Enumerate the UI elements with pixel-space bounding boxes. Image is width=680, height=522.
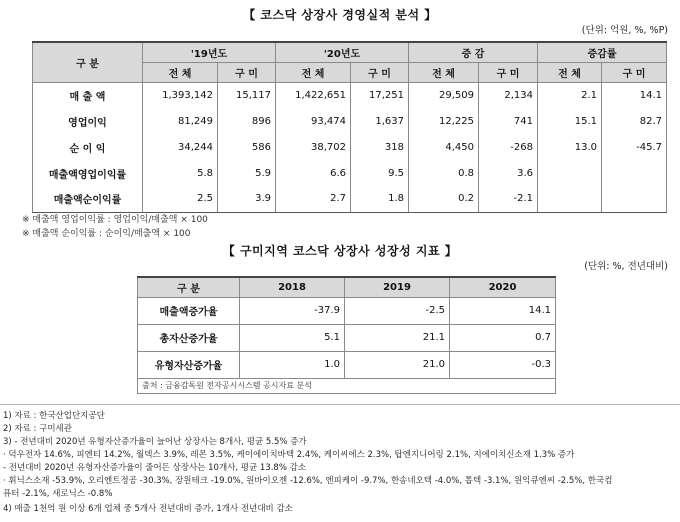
- footnote-3-decrease-list: · 휘닉스소재 -53.9%, 오리엔트정공 -30.3%, 장원테크 -19.0%, 원바이오젠 -12.6%, 엔피케이 -9.7%, 한송네오텍 -4.0%, 톱텍 -3.1%, 원익큐엔씨 -2.5%, 한국컴: [3, 476, 613, 486]
- subheader: 전 체: [276, 62, 351, 82]
- table-cell: 3.6: [479, 160, 538, 186]
- row-label: 유형자산증가율: [138, 351, 240, 378]
- table-cell: 0.8: [409, 160, 479, 186]
- table-cell: 896: [218, 108, 276, 134]
- table-cell: 2.5: [143, 186, 218, 212]
- table-cell: 34,244: [143, 134, 218, 160]
- footnote-3-decrease: - 전년대비 2020년 유형자산증가율이 줄어든 상장사는 10개사, 평균 13.8% 감소: [3, 463, 307, 473]
- table-cell: 21.1: [345, 324, 450, 351]
- footnote-3-increase-list: · 덕우전자 14.6%, 피엔티 14.2%, 월덱스 3.9%, 레몬 3.5%, 케이에이치바텍 2.4%, 케이씨에스 2.3%, 탑엔지니어링 2.1%, 지에이치신소재 1.3% 증가: [3, 450, 575, 460]
- table-cell: [602, 186, 667, 212]
- footnote-3: 3) - 전년대비 2020년 유형자산증가율이 늘어난 상장사는 8개사, 평균 5.5% 증가: [3, 437, 307, 447]
- table-cell: 2.1: [538, 82, 602, 108]
- table-cell: -0.3: [450, 351, 556, 378]
- row-label: 매 출 액: [33, 82, 143, 108]
- table-source: 출처 : 금융감독원 전자공시시스템 공시자료 분석: [138, 378, 556, 393]
- table-cell: 2.7: [276, 186, 351, 212]
- table-cell: 93,474: [276, 108, 351, 134]
- subheader: 전 체: [409, 62, 479, 82]
- table-cell: 1,422,651: [276, 82, 351, 108]
- row-label: 매출액영업이익률: [33, 160, 143, 186]
- table-cell: 0.2: [409, 186, 479, 212]
- table-cell: 14.1: [450, 297, 556, 324]
- table-cell: 586: [218, 134, 276, 160]
- table-cell: 81,249: [143, 108, 218, 134]
- table-cell: 21.0: [345, 351, 450, 378]
- table-cell: 15.1: [538, 108, 602, 134]
- header-category: 구 분: [33, 42, 143, 82]
- row-label: 매출액순이익률: [33, 186, 143, 212]
- footnote-3-decrease-list-cont: 퓨터 -2.1%, 새로닉스 -0.8%: [3, 489, 113, 499]
- row-label: 매출액증가율: [138, 297, 240, 324]
- table-cell: 9.5: [351, 160, 409, 186]
- table-cell: 0.7: [450, 324, 556, 351]
- header-change: 증 감: [409, 42, 538, 62]
- row-label: 영업이익: [33, 108, 143, 134]
- table-cell: -45.7: [602, 134, 667, 160]
- header-2019: '19년도: [143, 42, 276, 62]
- table-cell: 5.8: [143, 160, 218, 186]
- subheader: 전 체: [538, 62, 602, 82]
- table-cell: 318: [351, 134, 409, 160]
- table-cell: 1,637: [351, 108, 409, 134]
- header-2020: 2020: [450, 277, 556, 297]
- table-cell: -268: [479, 134, 538, 160]
- row-label: 총자산증가율: [138, 324, 240, 351]
- subheader: 구 미: [351, 62, 409, 82]
- table-cell: -2.5: [345, 297, 450, 324]
- subheader: 구 미: [218, 62, 276, 82]
- row-label: 순 이 익: [33, 134, 143, 160]
- table-cell: 12,225: [409, 108, 479, 134]
- summary-unit: (단위: 억원, %, %P): [581, 25, 668, 36]
- table-cell: -37.9: [240, 297, 345, 324]
- growth-unit: (단위: %, 전년대비): [584, 261, 668, 272]
- table-cell: 4,450: [409, 134, 479, 160]
- table-cell: 3.9: [218, 186, 276, 212]
- footnote-2: 2) 자료 : 구미세관: [3, 424, 72, 434]
- table-row: [138, 351, 556, 378]
- table-row: [33, 160, 667, 186]
- table-cell: 5.9: [218, 160, 276, 186]
- table-cell: [602, 160, 667, 186]
- table-cell: 29,509: [409, 82, 479, 108]
- note-net-margin: ※ 매출액 순이익률 : 순이익/매출액 × 100: [22, 229, 191, 239]
- table-cell: 1.0: [240, 351, 345, 378]
- subheader: 전 체: [143, 62, 218, 82]
- gumi-growth-table: [137, 276, 556, 394]
- table-row: [138, 324, 556, 351]
- table-cell: 6.6: [276, 160, 351, 186]
- table-cell: 1,393,142: [143, 82, 218, 108]
- table-cell: 14.1: [602, 82, 667, 108]
- table-row: [33, 82, 667, 108]
- note-operating-margin: ※ 매출액 영업이익률 : 영업이익/매출액 × 100: [22, 215, 208, 225]
- table-cell: 15,117: [218, 82, 276, 108]
- table-row: [138, 297, 556, 324]
- table-cell: 38,702: [276, 134, 351, 160]
- footnote-4: 4) 매출 1천억 원 이상 6개 업체 중 5개사 전년대비 증가, 1개사 전년대비 감소: [3, 504, 293, 514]
- table-cell: [538, 160, 602, 186]
- kosdaq-performance-table: [32, 41, 667, 213]
- table-cell: 741: [479, 108, 538, 134]
- header-2019: 2019: [345, 277, 450, 297]
- table-cell: [538, 186, 602, 212]
- table-cell: 13.0: [538, 134, 602, 160]
- subheader: 구 미: [602, 62, 667, 82]
- header-2018: 2018: [240, 277, 345, 297]
- table-row: [33, 134, 667, 160]
- subheader: 구 미: [479, 62, 538, 82]
- header-category: 구 분: [138, 277, 240, 297]
- table-cell: 2,134: [479, 82, 538, 108]
- table-cell: 82.7: [602, 108, 667, 134]
- table-cell: 1.8: [351, 186, 409, 212]
- table-cell: 17,251: [351, 82, 409, 108]
- divider: [0, 404, 680, 405]
- table-cell: 5.1: [240, 324, 345, 351]
- summary-title: 【 코스닥 상장사 경영실적 분석 】: [243, 8, 437, 22]
- table-row: [33, 108, 667, 134]
- table-row: [33, 186, 667, 212]
- footnote-1: 1) 자료 : 한국산업단지공단: [3, 411, 105, 421]
- table-cell: -2.1: [479, 186, 538, 212]
- growth-title: 【 구미지역 코스닥 상장사 성장성 지표 】: [222, 244, 458, 258]
- header-2020: '20년도: [276, 42, 409, 62]
- header-change-rate: 증감률: [538, 42, 667, 62]
